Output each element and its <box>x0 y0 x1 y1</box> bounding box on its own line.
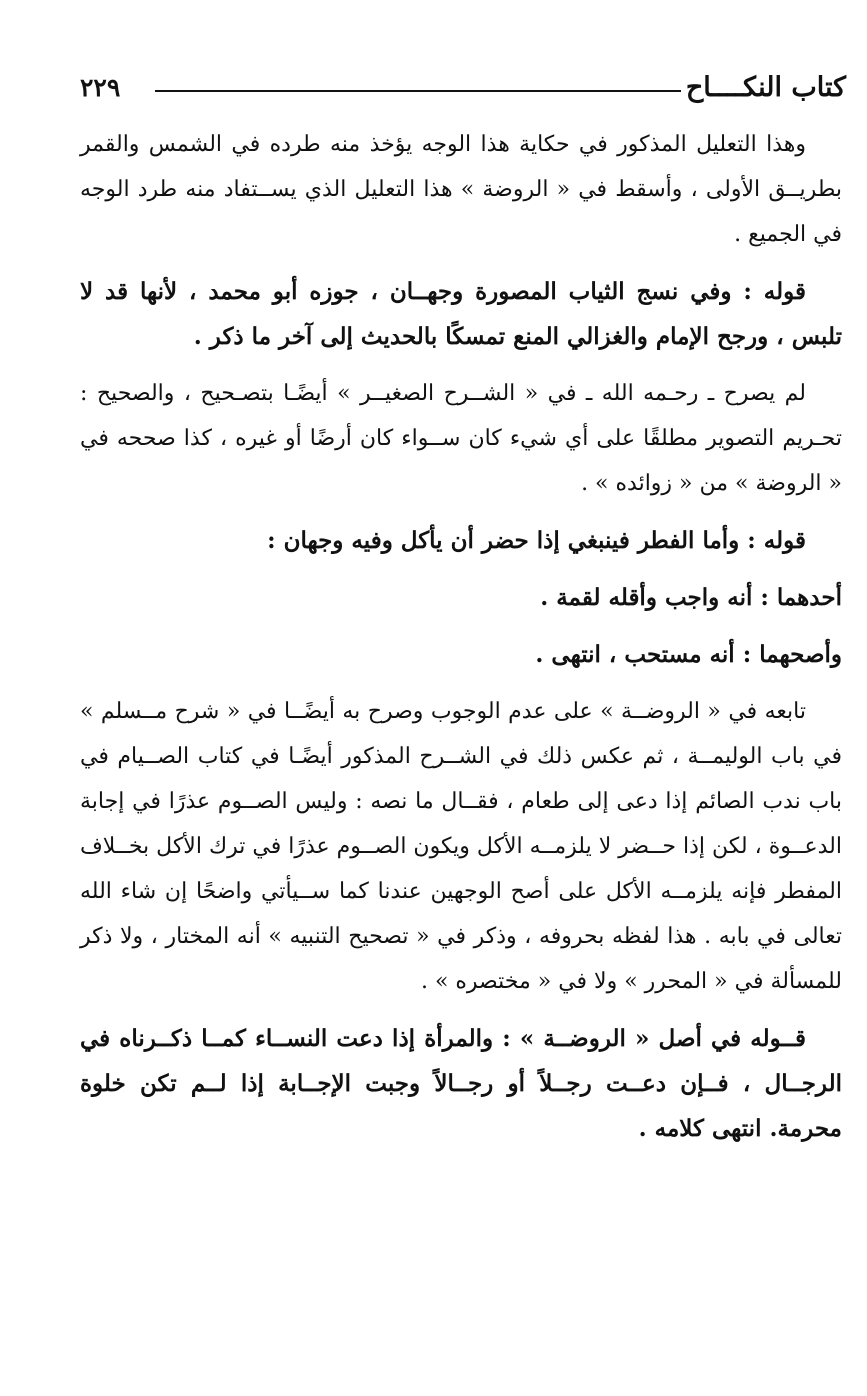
page-header <box>80 70 846 110</box>
paragraph-quoted-text: قوله : وأما الفطر فينبغي إذا حضر أن يأكل وفيه وجهان : <box>267 527 806 554</box>
paragraph-commentary: وهذا التعليل المذكور في حكاية هذا الوجه يؤخذ منه طرده في الشمس والقمر بطريــق الأولى ، وأسقط في « الروضة » هذا التعليل الذي يســتفاد منه طرد الوجه في الجميع . <box>80 132 842 247</box>
page-body <box>80 122 842 1163</box>
header-rule <box>155 90 681 92</box>
paragraph-quoted-text: أحدهما : أنه واجب وأقله لقمة . <box>540 584 842 611</box>
paragraph-commentary: لم يصرح ـ رحـمه الله ـ في « الشــرح الصغيــر » أيضًـا بتصـحيح ، والصحيح : تحـريم التصوير مطلقًا على أي شيء كان ســواء كان أرضًا أو غيره ، كذا صححه في « الروضة » من « زوائده » . <box>80 381 842 496</box>
paragraph-quoted-text: قــوله في أصل « الروضــة » : والمرأة إذا دعت النســاء كمــا ذكــرناه في الرجــال ، فــإن دعــت رجــلاً أو رجــالاً وجبت الإجــابة إذا لــم تكن خلوة محرمة. انتهى كلامه . <box>80 1025 842 1142</box>
running-title: كتاب النكــــاح <box>685 72 846 103</box>
paragraph-quoted-text: قوله : وفي نسج الثياب المصورة وجهــان ، جوزه أبو محمد ، لأنها قد لا تلبس ، ورجح الإمام والغزالي المنع تمسكًا بالحديث إلى آخر ما ذكر . <box>80 278 842 350</box>
page-number: ٢٢٩ <box>80 73 121 102</box>
paragraph-commentary: تابعه في « الروضــة » على عدم الوجوب وصرح به أيضًــا في « شرح مــسلم » في باب الوليمــة ، ثم عكس ذلك في الشــرح المذكور أيضًـا في كتاب الصــيام في باب ندب الصائم إذا دعى إلى طعام ، فقــال ما نصه : وليس الصــوم عذرًا في إجابة الدعــوة ، لكن إذا حــضر لا يلزمــه الأكل ويكون الصــوم عذرًا في ترك الأكل بخــلاف المفطر فإنه يلزمــه الأكل على أصح الوجهين عندنا كما ســيأتي واضحًا إن شاء الله تعالى في بابه . هذا لفظه بحروفه ، وذكر في « تصحيح التنبيه » أنه المختار ، ولا ذكر للمسألة في « المحرر » ولا في « مختصره » . <box>80 699 842 994</box>
paragraph-quoted-text: وأصحهما : أنه مستحب ، انتهى . <box>535 641 842 668</box>
